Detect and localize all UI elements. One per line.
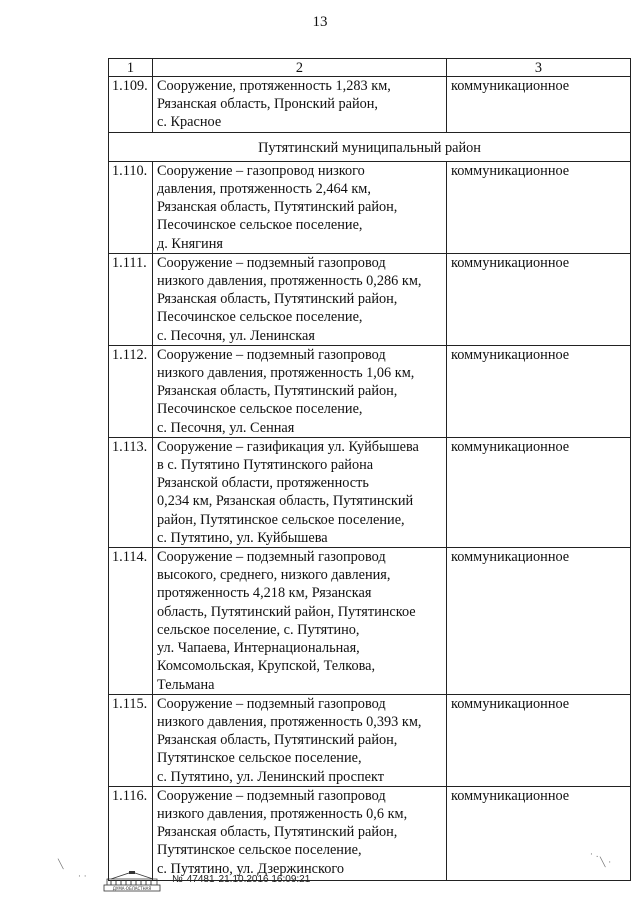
- section-row: [109, 132, 631, 161]
- header-col-1: 1: [109, 59, 153, 77]
- row-description: Сооружение, протяженность 1,283 км, Рязанская область, Пронский район, с. Красное: [153, 77, 447, 133]
- row-number: 1.116.: [109, 786, 153, 880]
- row-number: 1.113.: [109, 437, 153, 547]
- scan-mark: · .: [590, 850, 599, 860]
- row-type: коммуникационное: [447, 786, 631, 880]
- row-number: 1.115.: [109, 694, 153, 786]
- section-title: Путятинский муниципальный район: [109, 132, 631, 161]
- table-row: [109, 77, 631, 133]
- row-number: 1.109.: [109, 77, 153, 133]
- row-type: коммуникационное: [447, 437, 631, 547]
- row-type: коммуникационное: [447, 161, 631, 253]
- doc-number-prefix: №: [172, 874, 183, 885]
- doc-datetime: 21.10.2016 16:09:21: [218, 874, 311, 885]
- row-type: коммуникационное: [447, 548, 631, 695]
- row-number: 1.114.: [109, 548, 153, 695]
- doc-number: 47481: [186, 874, 215, 885]
- table-row: [109, 161, 631, 253]
- footer: [0, 868, 640, 905]
- logo-text: ДУМА·ОБЛАСТНАЯ: [112, 886, 152, 891]
- document-stamp: [172, 874, 314, 885]
- table-row: [109, 345, 631, 437]
- row-number: 1.110.: [109, 161, 153, 253]
- scan-mark: · ·: [78, 872, 87, 882]
- row-description: Сооружение – подземный газопровод низкого давления, протяженность 0,393 км, Рязанская область, Путятинский район, Путятинское сельское поселение, с. Путятино, ул. Ленинский проспект: [153, 694, 447, 786]
- duma-logo-icon: [103, 870, 161, 892]
- row-description: Сооружение – газификация ул. Куйбышева в с. Путятино Путятинского района Рязанской области, протяженность 0,234 км, Рязанская область, Путятинский район, Путятинское сельское поселение, с. Путятино, ул. Куйбышева: [153, 437, 447, 547]
- page-number: 13: [312, 14, 328, 30]
- header-col-2: 2: [153, 59, 447, 77]
- row-description: Сооружение – газопровод низкого давления, протяженность 2,464 км, Рязанская область, Путятинский район, Песочинское сельское поселение, д. Княгиня: [153, 161, 447, 253]
- row-type: коммуникационное: [447, 345, 631, 437]
- row-number: 1.112.: [109, 345, 153, 437]
- scan-mark: ╲ ·: [600, 858, 612, 868]
- header-col-3: 3: [447, 59, 631, 77]
- row-type: коммуникационное: [447, 253, 631, 345]
- row-type: коммуникационное: [447, 77, 631, 133]
- table-row: [109, 253, 631, 345]
- table-row: [109, 548, 631, 695]
- table-row: [109, 437, 631, 547]
- table-header-row: [109, 59, 631, 77]
- row-description: Сооружение – подземный газопровод низкого давления, протяженность 0,286 км, Рязанская область, Путятинский район, Песочинское сельское поселение, с. Песочня, ул. Ленинская: [153, 253, 447, 345]
- table-row: [109, 786, 631, 880]
- row-type: коммуникационное: [447, 694, 631, 786]
- row-description: Сооружение – подземный газопровод низкого давления, протяженность 1,06 км, Рязанская область, Путятинский район, Песочинское сельское поселение, с. Песочня, ул. Сенная: [153, 345, 447, 437]
- property-table: [108, 58, 631, 881]
- table-row: [109, 694, 631, 786]
- row-number: 1.111.: [109, 253, 153, 345]
- scan-mark: ╲: [58, 860, 64, 870]
- row-description: Сооружение – подземный газопровод высокого, среднего, низкого давления, протяженность 4,218 км, Рязанская область, Путятинский район, Путятинское сельское поселение, с. Путятино, ул. Чапаева, Интернациональная, Комсомольская, Крупской, Телкова, Тельмана: [153, 548, 447, 695]
- row-description: Сооружение – подземный газопровод низкого давления, протяженность 0,6 км, Рязанская область, Путятинский район, Путятинское сельское поселение, с. Путятино, ул. Дзержинского: [153, 786, 447, 880]
